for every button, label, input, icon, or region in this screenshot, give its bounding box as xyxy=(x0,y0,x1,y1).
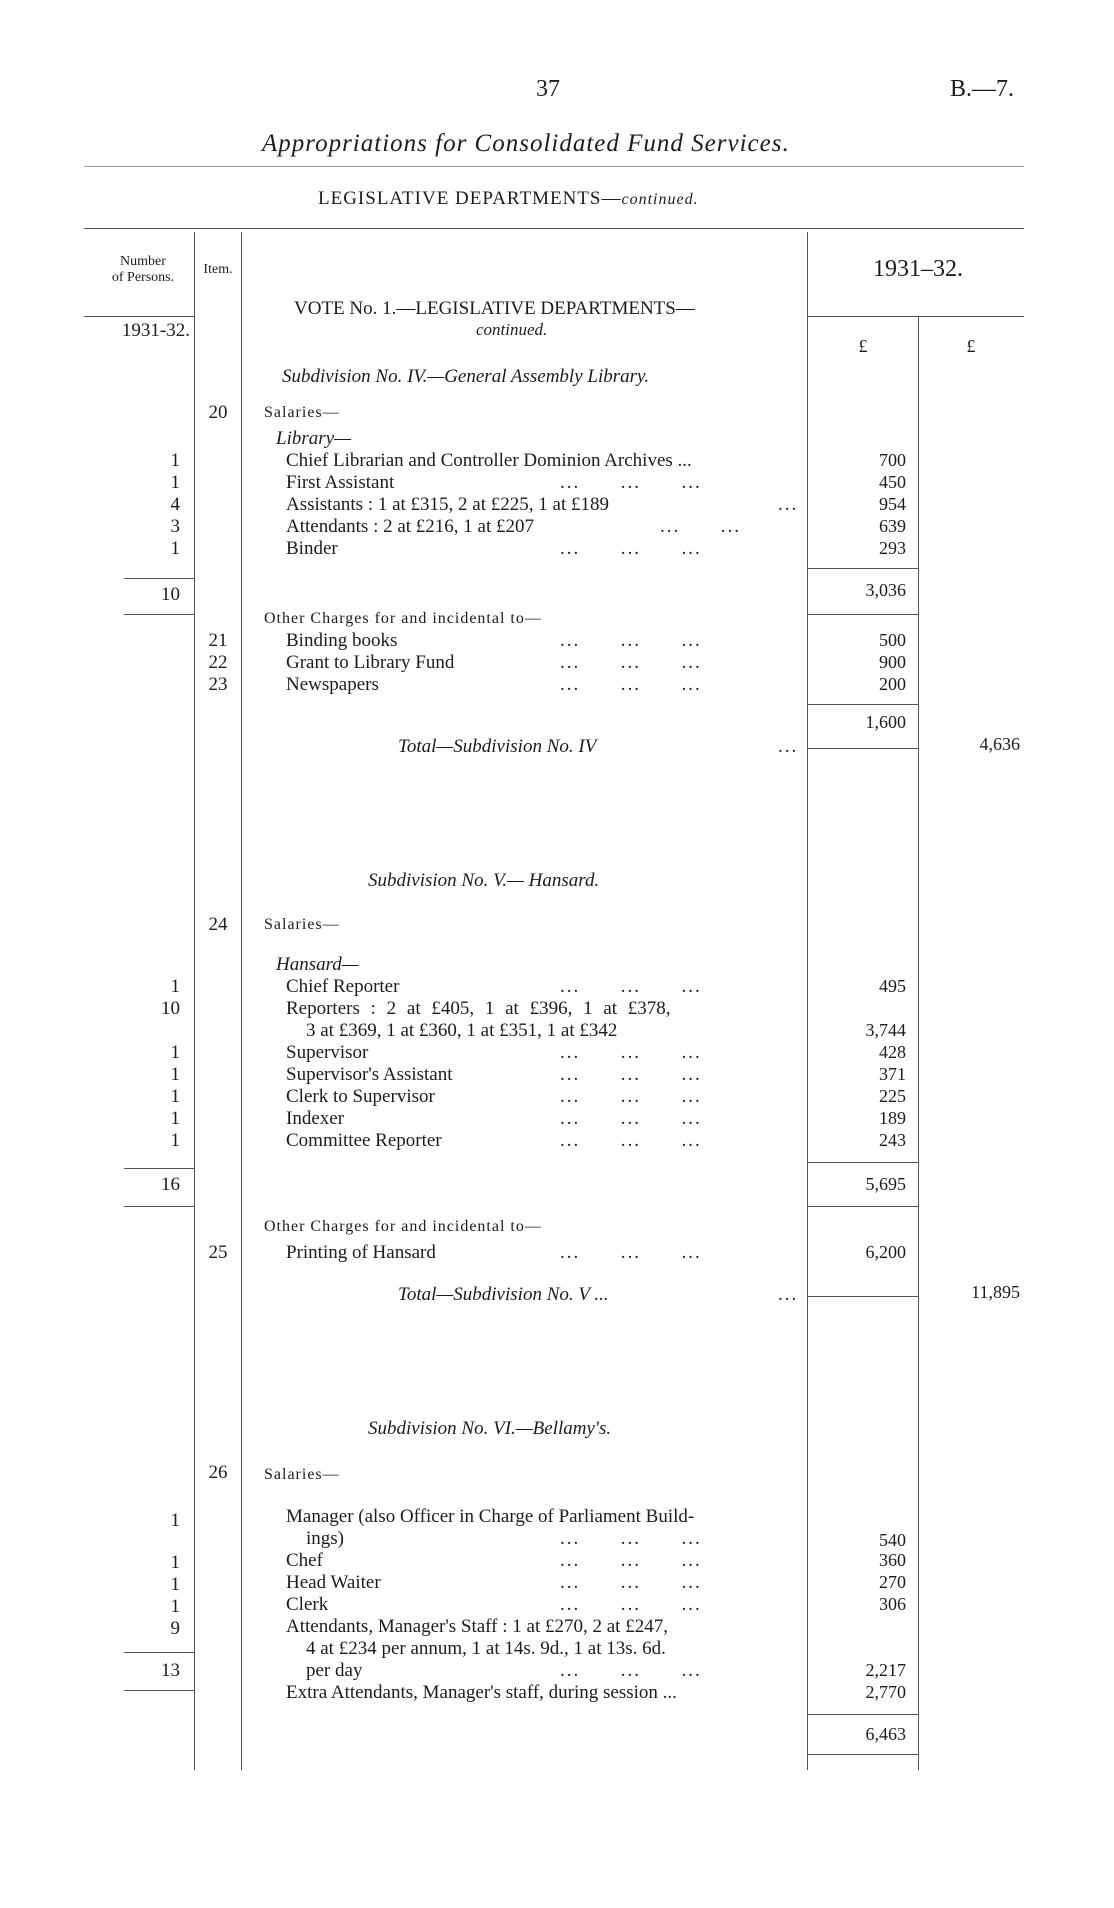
col-persons-year: 1931-32. xyxy=(121,320,190,341)
sub5-salaries-rule xyxy=(808,1162,918,1163)
charge-label: Grant to Library Fund xyxy=(286,652,455,673)
leader-dots: ... xyxy=(778,736,799,757)
salary-amount: 428 xyxy=(879,1042,906,1062)
persons-count: 1 xyxy=(170,1552,180,1573)
item-number: 21 xyxy=(208,630,228,651)
sub6-extra-label: Extra Attendants, Manager's staff, during session ... xyxy=(286,1682,677,1703)
salary-amount: 540 xyxy=(879,1530,906,1550)
leader-dots: ... ... ... xyxy=(560,1660,702,1681)
salary-amount: 189 xyxy=(879,1108,906,1128)
sub4-total: 4,636 xyxy=(979,734,1020,754)
leader-dots: ... ... ... xyxy=(560,674,702,695)
salary-amount: 293 xyxy=(879,538,906,558)
col-header-year: 1931–32. xyxy=(873,256,963,282)
persons-count: 1 xyxy=(170,538,180,559)
leader-dots: ... ... ... xyxy=(560,1108,702,1129)
column-divider-persons xyxy=(194,232,195,1770)
salary-label: Attendants : 2 at £216, 1 at £207 xyxy=(286,516,535,537)
leader-dots: ... xyxy=(778,1284,799,1305)
leader-dots: ... ... ... xyxy=(560,538,702,559)
salary-amount: 954 xyxy=(879,494,906,514)
column-divider-amount xyxy=(807,232,808,1770)
persons-count: 1 xyxy=(170,1108,180,1129)
sub4-other-top-rule xyxy=(808,614,918,615)
sub6-salaries-label: Salaries— xyxy=(264,1466,340,1483)
title-rule xyxy=(84,166,1024,167)
salary-amount: 700 xyxy=(879,450,906,470)
persons-header-rule xyxy=(84,316,194,317)
column-divider-item xyxy=(241,232,242,1770)
sub4-persons-rule xyxy=(124,578,194,579)
sub5-salaries-label: Salaries— xyxy=(264,916,340,933)
persons-count: 1 xyxy=(170,1042,180,1063)
col-header-item: Item. xyxy=(203,262,233,277)
salary-amount: 3,744 xyxy=(865,1020,906,1040)
sub4-other-label: Other Charges for and incidental to— xyxy=(264,610,542,627)
sub4-item-salaries: 20 xyxy=(208,402,228,423)
sub5-item-salaries: 24 xyxy=(208,914,228,935)
leader-dots: ... ... ... xyxy=(560,1042,702,1063)
persons-count: 10 xyxy=(161,998,180,1019)
header-top-rule xyxy=(84,228,1024,229)
salary-amount: 2,217 xyxy=(865,1660,906,1680)
salary-label: Manager (also Officer in Charge of Parliament Build- xyxy=(286,1506,695,1527)
column-divider-total xyxy=(918,316,919,1770)
persons-count: 1 xyxy=(170,1064,180,1085)
sub5-other-item: 25 xyxy=(208,1242,228,1263)
salary-label: Chief Librarian and Controller Dominion Archives ... xyxy=(286,450,692,471)
charge-amount: 900 xyxy=(879,652,906,672)
persons-count: 1 xyxy=(170,1130,180,1151)
salary-label: Clerk to Supervisor xyxy=(286,1086,435,1107)
salary-label: Supervisor xyxy=(286,1042,369,1063)
salary-label: Clerk xyxy=(286,1594,329,1615)
salary-label: Chef xyxy=(286,1550,323,1571)
salary-amount: 639 xyxy=(879,516,906,536)
salary-label: Committee Reporter xyxy=(286,1130,442,1151)
leader-dots: ... ... ... xyxy=(560,976,702,997)
sub5-total: 11,895 xyxy=(971,1282,1020,1302)
leader-dots: ... ... ... xyxy=(560,652,702,673)
charge-label: Binding books xyxy=(286,630,398,651)
salary-amount: 225 xyxy=(879,1086,906,1106)
vote-title: VOTE No. 1.—LEGISLATIVE DEPARTMENTS— xyxy=(294,298,695,319)
sub5-persons-rule xyxy=(124,1168,194,1169)
sub6-item-salaries: 26 xyxy=(208,1462,228,1483)
sub4-persons-total: 10 xyxy=(161,584,180,605)
persons-count: 4 xyxy=(170,494,180,515)
item-number: 22 xyxy=(208,652,228,673)
sub5-heading: Subdivision No. V.— Hansard. xyxy=(368,870,600,891)
sub4-salaries-label: Salaries— xyxy=(264,404,340,421)
salary-amount: 495 xyxy=(879,976,906,996)
charge-amount: 500 xyxy=(879,630,906,650)
page-title: Appropriations for Consolidated Fund Services. xyxy=(262,130,790,157)
sub5-salaries-total-rule xyxy=(808,1206,918,1207)
charge-label: Newspapers xyxy=(286,674,379,695)
salary-label-cont: per day xyxy=(306,1660,363,1681)
salary-label: Chief Reporter xyxy=(286,976,400,997)
sub4-other-rule xyxy=(808,704,918,705)
persons-count: 1 xyxy=(170,472,180,493)
leader-dots: ... ... ... xyxy=(560,1572,702,1593)
persons-count: 3 xyxy=(170,516,180,537)
item-number: 23 xyxy=(208,674,228,695)
salary-label: Head Waiter xyxy=(286,1572,381,1593)
sub6-persons-total: 13 xyxy=(161,1660,180,1681)
charge-amount: 200 xyxy=(879,674,906,694)
salary-label: Indexer xyxy=(286,1108,345,1129)
leader-dots: ... ... ... xyxy=(560,1064,702,1085)
salary-label-cont: 4 at £234 per annum, 1 at 14s. 9d., 1 at 13s. 6d. xyxy=(306,1638,666,1659)
salary-label: Assistants : 1 at £315, 2 at £225, 1 at £189 xyxy=(286,494,609,515)
sub4-total-label: Total—Subdivision No. IV xyxy=(398,736,597,757)
sub5-total-rule xyxy=(808,1296,918,1297)
salary-label: Supervisor's Assistant xyxy=(286,1064,453,1085)
leader-dots: ... ... ... xyxy=(560,1086,702,1107)
sub4-group-label: Library— xyxy=(276,428,351,449)
salary-amount: 270 xyxy=(879,1572,906,1592)
sub5-group-label: Hansard— xyxy=(276,954,359,975)
document-reference: B.—7. xyxy=(950,76,1015,102)
sub5-other-label: Other Charges for and incidental to— xyxy=(264,1218,542,1235)
leader-dots: ... ... ... xyxy=(560,472,702,493)
salary-amount: 306 xyxy=(879,1594,906,1614)
persons-count: 1 xyxy=(170,450,180,471)
sub4-heading: Subdivision No. IV.—General Assembly Library. xyxy=(282,366,650,387)
sub6-salaries-rule xyxy=(808,1714,918,1715)
persons-count: 1 xyxy=(170,1596,180,1617)
sub6-persons-total-rule xyxy=(124,1690,194,1691)
pound-sign-b: £ xyxy=(966,336,976,356)
salary-label: First Assistant xyxy=(286,472,395,493)
salary-label-cont: 3 at £369, 1 at £360, 1 at £351, 1 at £342 xyxy=(306,1020,618,1041)
salary-amount: 243 xyxy=(879,1130,906,1150)
sub6-salaries-total: 6,463 xyxy=(865,1724,906,1744)
sub5-persons-total-rule xyxy=(124,1206,194,1207)
sub5-total-label: Total—Subdivision No. V ... xyxy=(398,1284,609,1305)
pound-sign-a: £ xyxy=(858,336,868,356)
sub4-persons-total-rule xyxy=(124,614,194,615)
salary-label-cont: ings) xyxy=(306,1528,344,1549)
persons-count: 1 xyxy=(170,976,180,997)
leader-dots: ... ... xyxy=(660,516,741,537)
leader-dots: ... xyxy=(778,494,799,515)
persons-count: 1 xyxy=(170,1574,180,1595)
sub6-extra-amount: 2,770 xyxy=(865,1682,906,1702)
sub4-salaries-rule xyxy=(808,568,918,569)
sub5-salaries-total: 5,695 xyxy=(865,1174,906,1194)
salary-label: Reporters : 2 at £405, 1 at £396, 1 at £378, xyxy=(286,998,671,1019)
persons-count: 1 xyxy=(170,1086,180,1107)
salary-amount: 371 xyxy=(879,1064,906,1084)
department-heading: LEGISLATIVE DEPARTMENTS—continued. xyxy=(318,188,699,209)
year-header-rule xyxy=(808,316,1024,317)
leader-dots: ... ... ... xyxy=(560,1242,702,1263)
salary-label: Binder xyxy=(286,538,338,559)
vote-continued: continued. xyxy=(476,320,548,339)
sub4-total-rule xyxy=(808,748,918,749)
sub5-other-amount: 6,200 xyxy=(865,1242,906,1262)
salary-amount: 360 xyxy=(879,1550,906,1570)
salary-label: Attendants, Manager's Staff : 1 at £270, 2 at £247, xyxy=(286,1616,668,1637)
sub6-salaries-total-rule xyxy=(808,1754,918,1755)
salary-amount: 450 xyxy=(879,472,906,492)
leader-dots: ... ... ... xyxy=(560,1528,702,1549)
sub5-persons-total: 16 xyxy=(161,1174,180,1195)
sub6-heading: Subdivision No. VI.—Bellamy's. xyxy=(368,1418,612,1439)
page-number: 37 xyxy=(536,76,560,102)
sub4-salaries-total: 3,036 xyxy=(865,580,906,600)
leader-dots: ... ... ... xyxy=(560,1550,702,1571)
sub4-other-total: 1,600 xyxy=(865,712,906,732)
persons-count: 1 xyxy=(170,1510,180,1531)
leader-dots: ... ... ... xyxy=(560,630,702,651)
col-header-persons: Number of Persons. xyxy=(111,254,175,285)
sub6-persons-rule xyxy=(124,1652,194,1653)
sub5-other-charge-label: Printing of Hansard xyxy=(286,1242,436,1263)
persons-count: 9 xyxy=(170,1618,180,1639)
leader-dots: ... ... ... xyxy=(560,1594,702,1615)
leader-dots: ... ... ... xyxy=(560,1130,702,1151)
